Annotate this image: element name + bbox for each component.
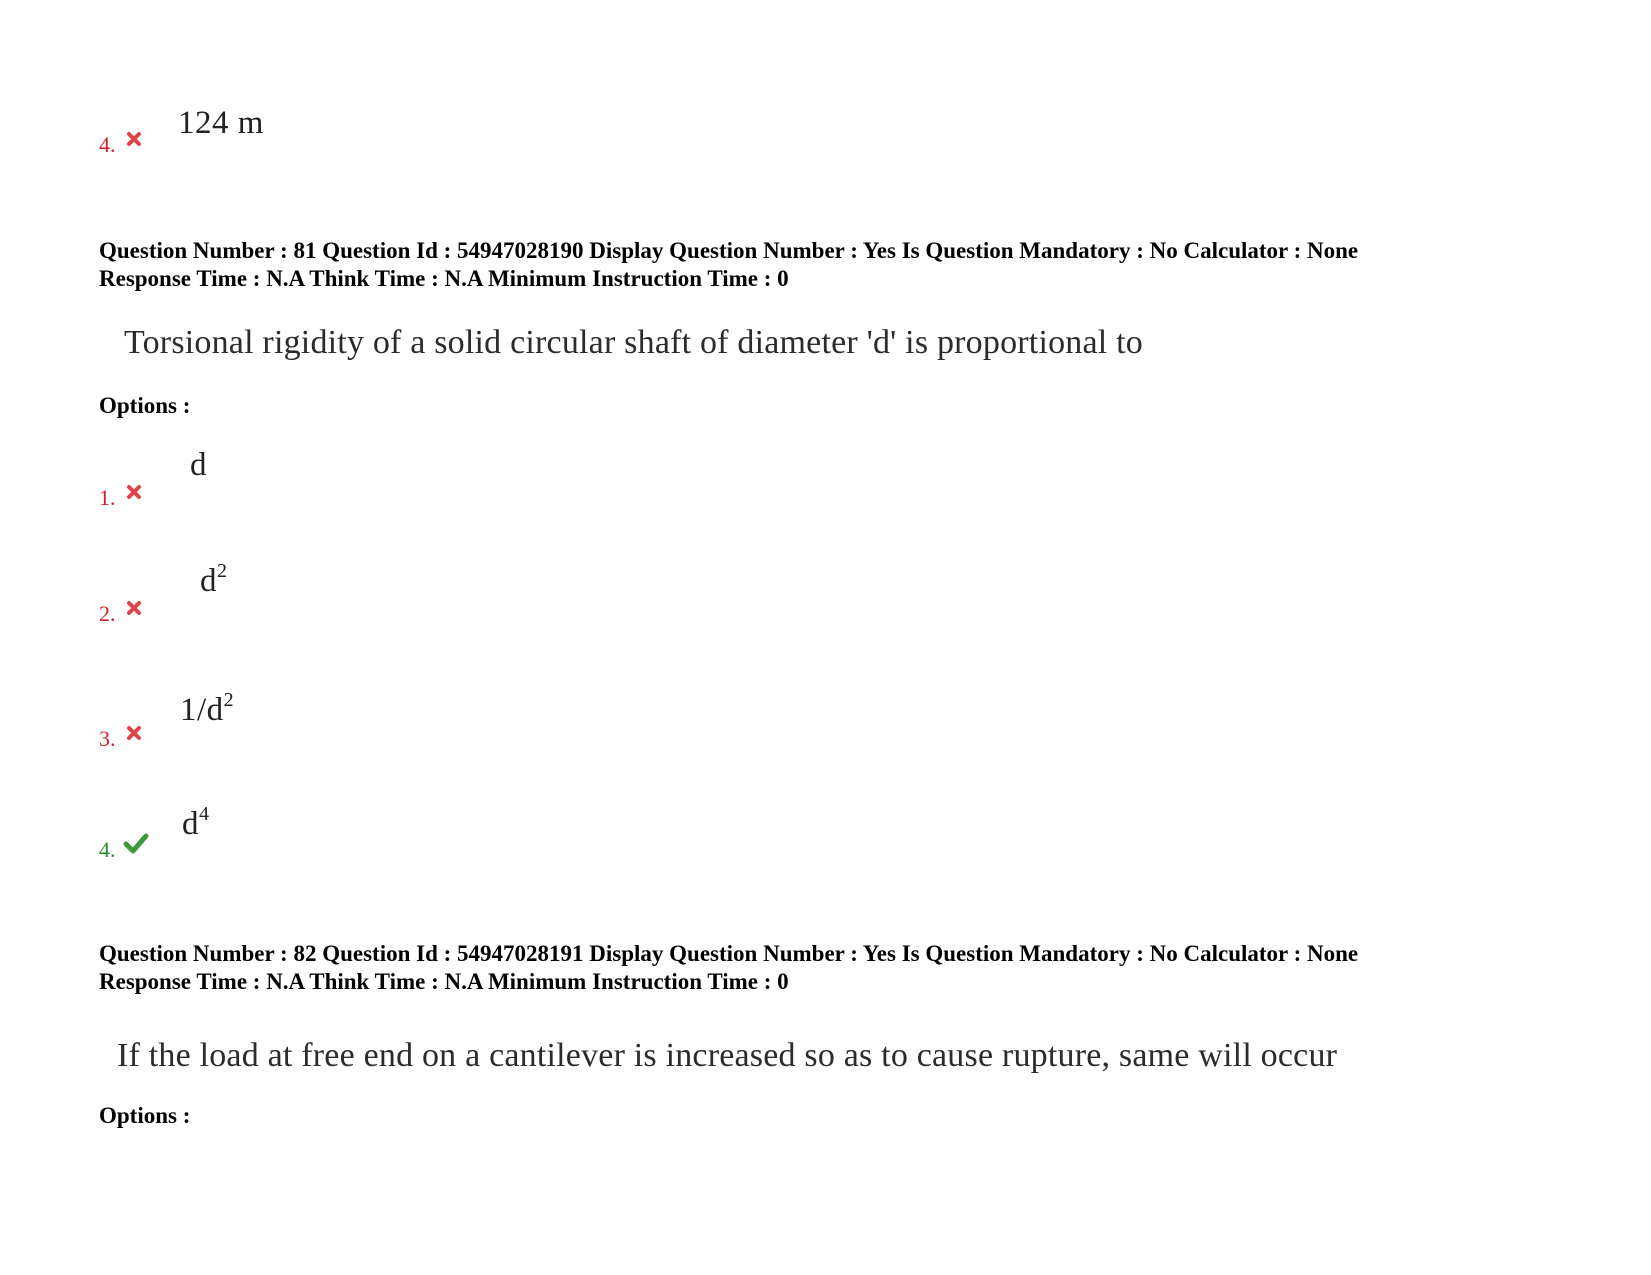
question-81-text: Torsional rigidity of a solid circular shaft of diameter 'd' is proportional to [124, 324, 1143, 361]
option-2-number: 2. [99, 601, 116, 626]
option-3-number: 3. [99, 726, 116, 751]
cross-icon [126, 131, 142, 147]
question-81-meta-line2: Response Time : N.A Think Time : N.A Minimum Instruction Time : 0 [99, 266, 789, 291]
question-82-meta-line2: Response Time : N.A Think Time : N.A Minimum Instruction Time : 0 [99, 969, 789, 994]
cross-icon [126, 600, 142, 616]
cross-icon [126, 725, 142, 741]
prev-option-text: 124 m [178, 105, 264, 141]
option-4-text: $d^4$ [182, 803, 210, 842]
question-81-options-label: Options : [99, 393, 191, 418]
option-4-number: 4. [99, 837, 116, 862]
option-2-text: $d^2$ [200, 560, 228, 599]
prev-option-number: 4. [99, 132, 116, 157]
option-1-text: d [190, 447, 207, 483]
question-82-text: If the load at free end on a cantilever is increased so as to cause rupture, same will occur [117, 1037, 1338, 1074]
question-81-meta-line1: Question Number : 81 Question Id : 54947028190 Display Question Number : Yes Is Question Mandatory : No Calculator : None [99, 238, 1359, 263]
check-icon [123, 832, 149, 854]
option-3-text: $1/d^2$ [180, 689, 235, 728]
cross-icon [126, 484, 142, 500]
question-82-options-label: Options : [99, 1103, 191, 1128]
question-82-meta-line1: Question Number : 82 Question Id : 54947028191 Display Question Number : Yes Is Question Mandatory : No Calculator : None [99, 941, 1359, 966]
option-1-number: 1. [99, 485, 116, 510]
